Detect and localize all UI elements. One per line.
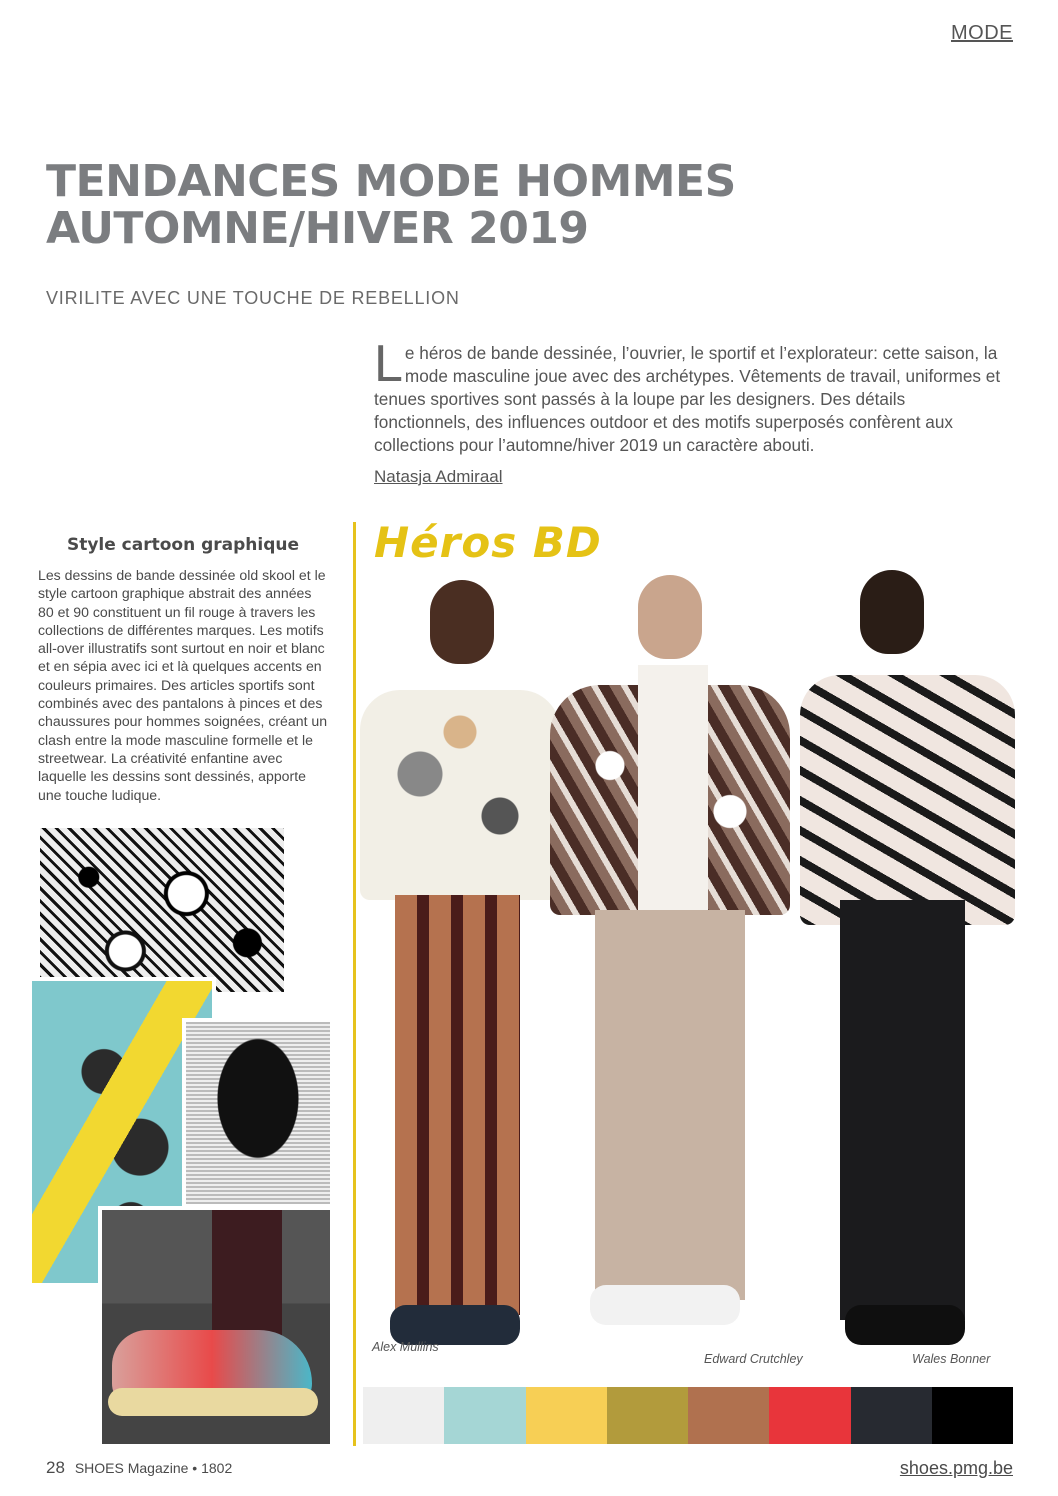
model-shirt	[360, 690, 560, 900]
model-hoodie	[638, 665, 708, 925]
page-subtitle: VIRILITE AVEC UNE TOUCHE DE REBELLION	[46, 288, 460, 308]
page-number: 28	[46, 1458, 65, 1477]
palette-swatch-4	[607, 1387, 688, 1444]
model-head	[430, 580, 494, 664]
sidebar-text: Les dessins de bande dessinée old skool et le style cartoon graphique abstrait des années 80 et 90 constituent un fil rouge à travers les collections de différentes marques. Les motifs all-over illustratifs sont surtout en noir et blanc et en sépia avec ici et là quelques accents en couleurs primaires. Des articles sportifs sont combinés avec des pantalons à pinces et des chaussures pour hommes soignées, créant un clash entre la mode masculine formelle et le streetwear. La créativité enfantine avec laquelle les dessins sont dessinés, apporte une touche ludique.	[38, 567, 328, 803]
model-shoes	[590, 1285, 740, 1325]
model-shirt	[800, 675, 1015, 925]
model-head	[638, 575, 702, 659]
vertical-divider	[353, 522, 356, 1446]
palette-swatch-8	[932, 1387, 1013, 1444]
title-line-1: TENDANCES MODE HOMMES	[46, 156, 736, 207]
drop-cap: L	[374, 335, 403, 393]
trouser-leg	[212, 1210, 282, 1340]
model-head	[860, 570, 924, 654]
palette-swatch-1	[363, 1387, 444, 1444]
palette-swatch-6	[769, 1387, 850, 1444]
color-palette	[363, 1387, 1013, 1444]
palette-swatch-3	[526, 1387, 607, 1444]
intro-text: e héros de bande dessinée, l’ouvrier, le sportif et l’explorateur: cette saison, la mode masculine joue avec des archétypes. Vêtements de travail, uniformes et tenues sportives sont passés à la loupe par les designers. Des détails fonctionnels, des influences outdoor et des motifs superposés confèrent aux collections pour l’automne/hiver 2019 un caractère abouti.	[374, 343, 1001, 455]
cartoon-pattern-image	[40, 828, 284, 992]
model-shoes	[845, 1305, 965, 1345]
model-shoes	[390, 1305, 520, 1345]
caption-edward-crutchley: Edward Crutchley	[704, 1352, 803, 1366]
section-tag: MODE	[951, 22, 1013, 44]
caption-wales-bonner: Wales Bonner	[912, 1352, 991, 1366]
sneaker-sole	[108, 1388, 318, 1416]
model-trousers	[395, 895, 520, 1315]
palette-swatch-2	[444, 1387, 525, 1444]
model-trousers	[595, 910, 745, 1300]
caption-alex-mullins: Alex Mullins	[372, 1340, 439, 1354]
page-title	[46, 158, 946, 252]
sidebar-heading: Style cartoon graphique	[66, 535, 300, 555]
intro-paragraph	[374, 335, 1004, 457]
title-line-2: AUTOMNE/HIVER 2019	[46, 203, 589, 254]
author-link[interactable]: Natasja Admiraal	[374, 467, 503, 486]
palette-swatch-5	[688, 1387, 769, 1444]
footer-left	[46, 1458, 232, 1478]
runway-models-image	[360, 565, 1015, 1380]
website-link[interactable]: shoes.pmg.be	[899, 1458, 1013, 1478]
model-trousers	[840, 900, 965, 1320]
sneaker-image	[98, 1206, 334, 1448]
halftone-lips-image	[182, 1018, 334, 1208]
palette-swatch-7	[851, 1387, 932, 1444]
feature-title: Héros BD	[374, 518, 602, 567]
magazine-issue: SHOES Magazine • 1802	[74, 1460, 233, 1476]
